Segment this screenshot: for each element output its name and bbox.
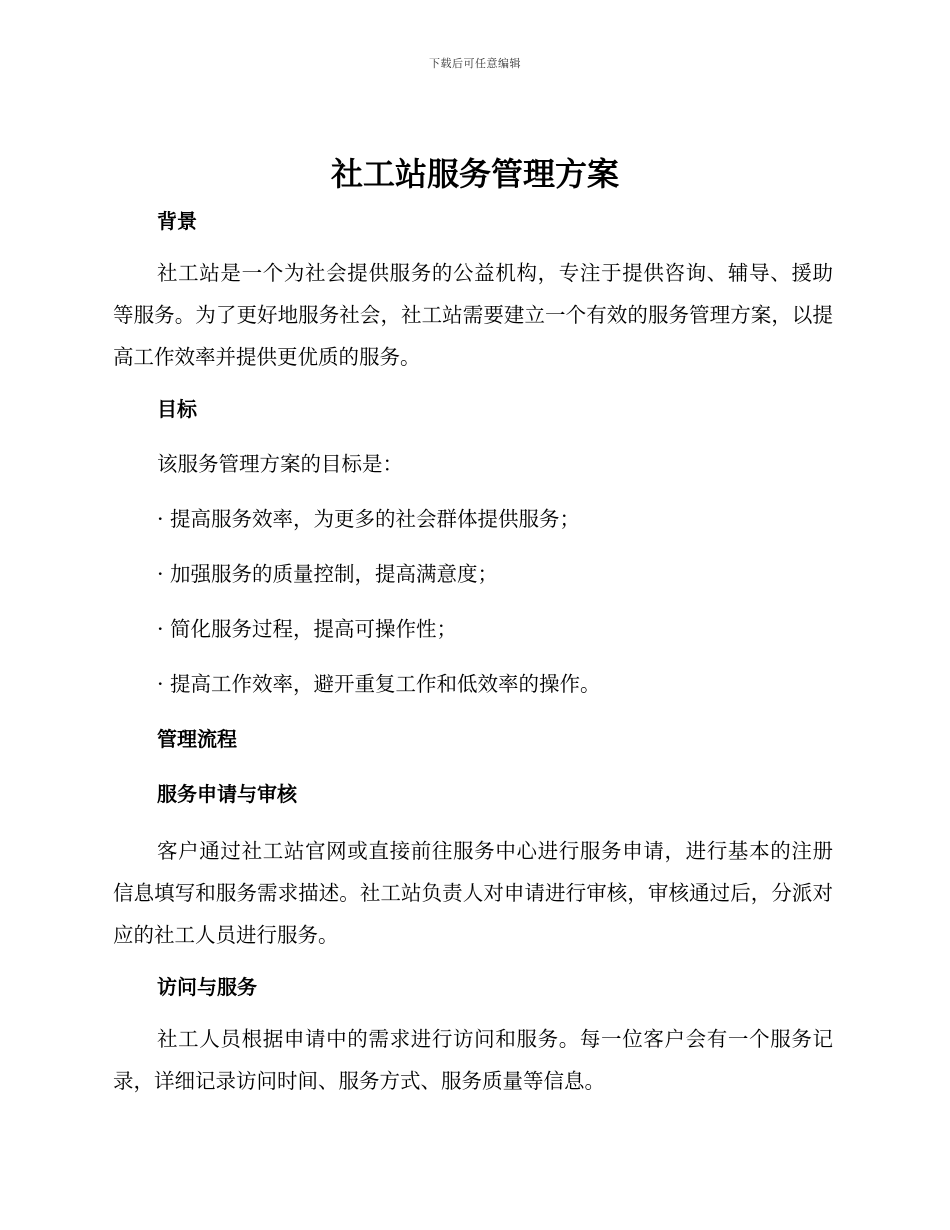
- section-heading-background: 背景: [157, 209, 197, 233]
- section-heading-goals: 目标: [157, 397, 197, 421]
- visit-paragraph: 社工人员根据申请中的需求进行访问和服务。每一位客户会有一个服务记录，详细记录访问时间、服务方式、服务质量等信息。: [113, 1027, 833, 1093]
- subsection-heading-application: 服务申请与审核: [157, 782, 297, 806]
- document-title: 社工站服务管理方案: [330, 155, 619, 193]
- goal-item: · 提高工作效率，避开重复工作和低效率的操作。: [157, 672, 601, 696]
- goal-item: · 提高服务效率，为更多的社会群体提供服务；: [157, 507, 581, 531]
- header-note: 下载后可任意编辑: [429, 57, 521, 70]
- goal-item: · 加强服务的质量控制，提高满意度；: [157, 562, 499, 586]
- section-heading-process: 管理流程: [157, 727, 237, 751]
- goal-item: · 简化服务过程，提高可操作性；: [157, 617, 458, 641]
- goals-intro: 该服务管理方案的目标是：: [157, 452, 403, 476]
- background-paragraph: 社工站是一个为社会提供服务的公益机构，专注于提供咨询、辅导、援助等服务。为了更好地服务社会，社工站需要建立一个有效的服务管理方案，以提高工作效率并提供更优质的服务。: [113, 261, 833, 369]
- application-paragraph: 客户通过社工站官网或直接前往服务中心进行服务申请，进行基本的注册信息填写和服务需求描述。社工站负责人对申请进行审核，审核通过后，分派对应的社工人员进行服务。: [113, 839, 833, 947]
- document-body: [113, 202, 833, 1102]
- subsection-heading-visit: 访问与服务: [157, 975, 257, 999]
